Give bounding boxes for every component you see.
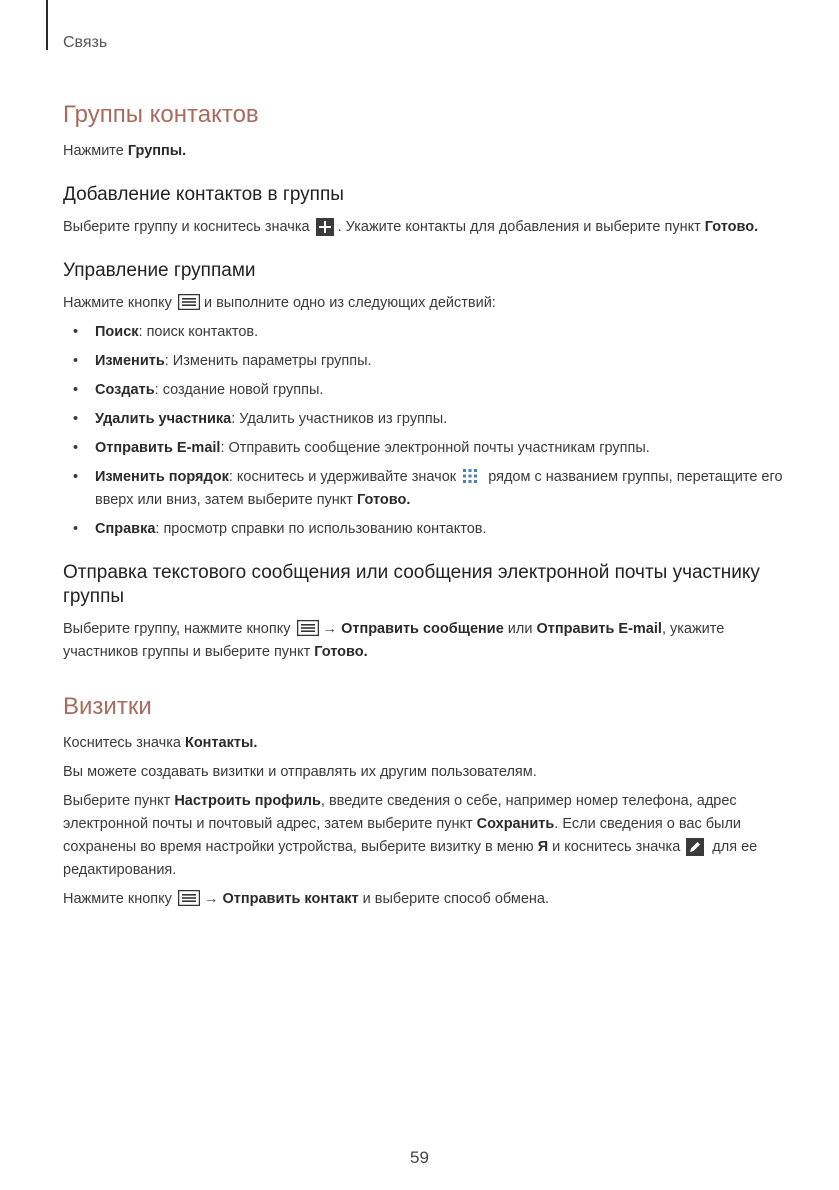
- add-title: Добавление контактов в группы: [63, 184, 344, 205]
- cards-p1: Коснитесь значка Контакты.: [63, 735, 258, 751]
- menu-icon: [297, 620, 317, 636]
- list-item-reorder: • Изменить порядок: коснитесь и удерживайте значок рядом с названием группы, перетащите его вверх или вниз, затем выберите пункт Готово.: [63, 466, 783, 512]
- content: [63, 100, 783, 917]
- list-item: • Удалить участника: Удалить участников из группы.: [63, 408, 783, 431]
- page-rule: [46, 0, 48, 50]
- cards-title: Визитки: [63, 693, 152, 720]
- manage-title: Управление группами: [63, 260, 256, 281]
- add-icon: [316, 218, 336, 234]
- groups-title: Группы контактов: [63, 101, 259, 128]
- menu-icon: [178, 294, 198, 310]
- manage-intro: Нажмите кнопку и выполните одно из следующих действий:: [63, 295, 496, 311]
- list-item: • Изменить: Изменить параметры группы.: [63, 350, 783, 373]
- add-text: Выберите группу и коснитесь значка . Укажите контакты для добавления и выберите пункт Готово.: [63, 219, 759, 235]
- list-item: • Создать: создание новой группы.: [63, 379, 783, 402]
- manage-list: [63, 321, 783, 541]
- list-item: • Поиск: поиск контактов.: [63, 321, 783, 344]
- grip-icon: [462, 468, 482, 484]
- edit-icon: [686, 838, 706, 854]
- send-title: Отправка текстового сообщения или сообщения электронной почты участнику группы: [63, 562, 760, 607]
- page-number: 59: [410, 1148, 429, 1167]
- list-item: • Отправить E-mail: Отправить сообщение электронной почты участникам группы.: [63, 437, 783, 460]
- cards-p2: Вы можете создавать визитки и отправлять их другим пользователям.: [63, 764, 537, 780]
- list-item: • Справка: просмотр справки по использованию контактов.: [63, 518, 783, 541]
- send-text: Выберите группу, нажмите кнопку → Отправить сообщение или Отправить E-mail, укажите участников группы и выберите пункт Готово.: [63, 621, 725, 660]
- cards-p3: Выберите пункт Настроить профиль, введите сведения о себе, например номер телефона, адрес электронной почты и почтовый адрес, затем выберите пункт Сохранить. Если сведения о вас были сохранены во время настройки устройства, выберите визитку в меню Я и коснитесь значка для ее редактирования.: [63, 793, 758, 878]
- section-label: Связь: [63, 34, 108, 51]
- menu-icon: [178, 890, 198, 906]
- groups-intro: Нажмите Группы.: [63, 143, 187, 159]
- cards-p4: Нажмите кнопку → Отправить контакт и выберите способ обмена.: [63, 891, 550, 907]
